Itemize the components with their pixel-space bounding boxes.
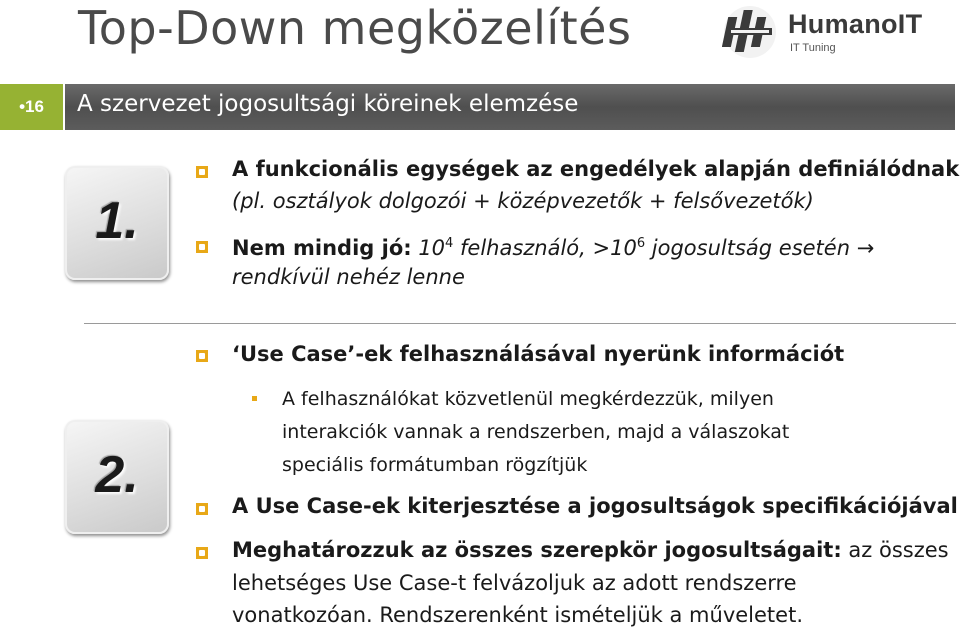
bullet-icon <box>196 241 208 253</box>
company-logo <box>722 4 952 60</box>
block1-bullet1-line1: A funkcionális egységek az engedélyek alapján definiálódnak <box>232 157 960 181</box>
block1-bullet1-line2: (pl. osztályok dolgozói + középvezetők + felsővezetők) <box>232 189 814 213</box>
block2-bullet3-line1: Meghatározzuk az összes szerepkör jogosultságait: az összes <box>232 538 949 562</box>
step-1-badge <box>65 166 169 280</box>
slide-title: Top-Down megközelítés <box>78 1 632 55</box>
block2-bullet3-line3: vonatkozóan. Rendszerenként ismételjük a műveletet. <box>232 603 803 627</box>
bullet-icon <box>196 350 208 362</box>
block1-bullet2-line2: rendkívül nehéz lenne <box>232 265 465 289</box>
subbullet-icon <box>252 396 257 401</box>
block1-bullet2-line1: Nem mindig jó: $10^4$ felhasználó, $>10^6$ jogosultság esetén → <box>232 236 875 260</box>
logo-name: HumanoIT <box>788 9 923 39</box>
step-2-label: 2. <box>95 446 139 504</box>
block2-sub-line1: A felhasználókat közvetlenül megkérdezzük, milyen <box>282 388 774 410</box>
step-2-badge <box>65 420 169 534</box>
section-bar <box>65 84 955 130</box>
step-1-label: 1. <box>95 192 139 250</box>
block2-bullet1: ‘Use Case’-ek felhasználásával nyerünk információt <box>232 342 845 366</box>
logo-tagline: IT Tuning <box>790 42 836 54</box>
block2-bullet3-line2: lehetséges Use Case-t felvázoljuk az adott rendszerre <box>232 571 797 595</box>
section-title: A szervezet jogosultsági köreinek elemzése <box>77 91 579 117</box>
section-divider <box>84 323 956 324</box>
humanoit-logo-icon <box>722 4 780 60</box>
block2-sub-line2: interakciók vannak a rendszerben, majd a válaszokat <box>282 421 790 443</box>
bullet-icon <box>196 547 208 559</box>
slide-number: •16 <box>0 84 63 130</box>
block2-sub-line3: speciális formátumban rögzítjük <box>282 454 588 476</box>
arrow-right-icon: → <box>856 236 875 260</box>
bullet-icon <box>196 503 208 515</box>
bullet-icon <box>196 166 208 178</box>
block2-bullet2: A Use Case-ek kiterjesztése a jogosultságok specifikációjával <box>232 494 958 518</box>
